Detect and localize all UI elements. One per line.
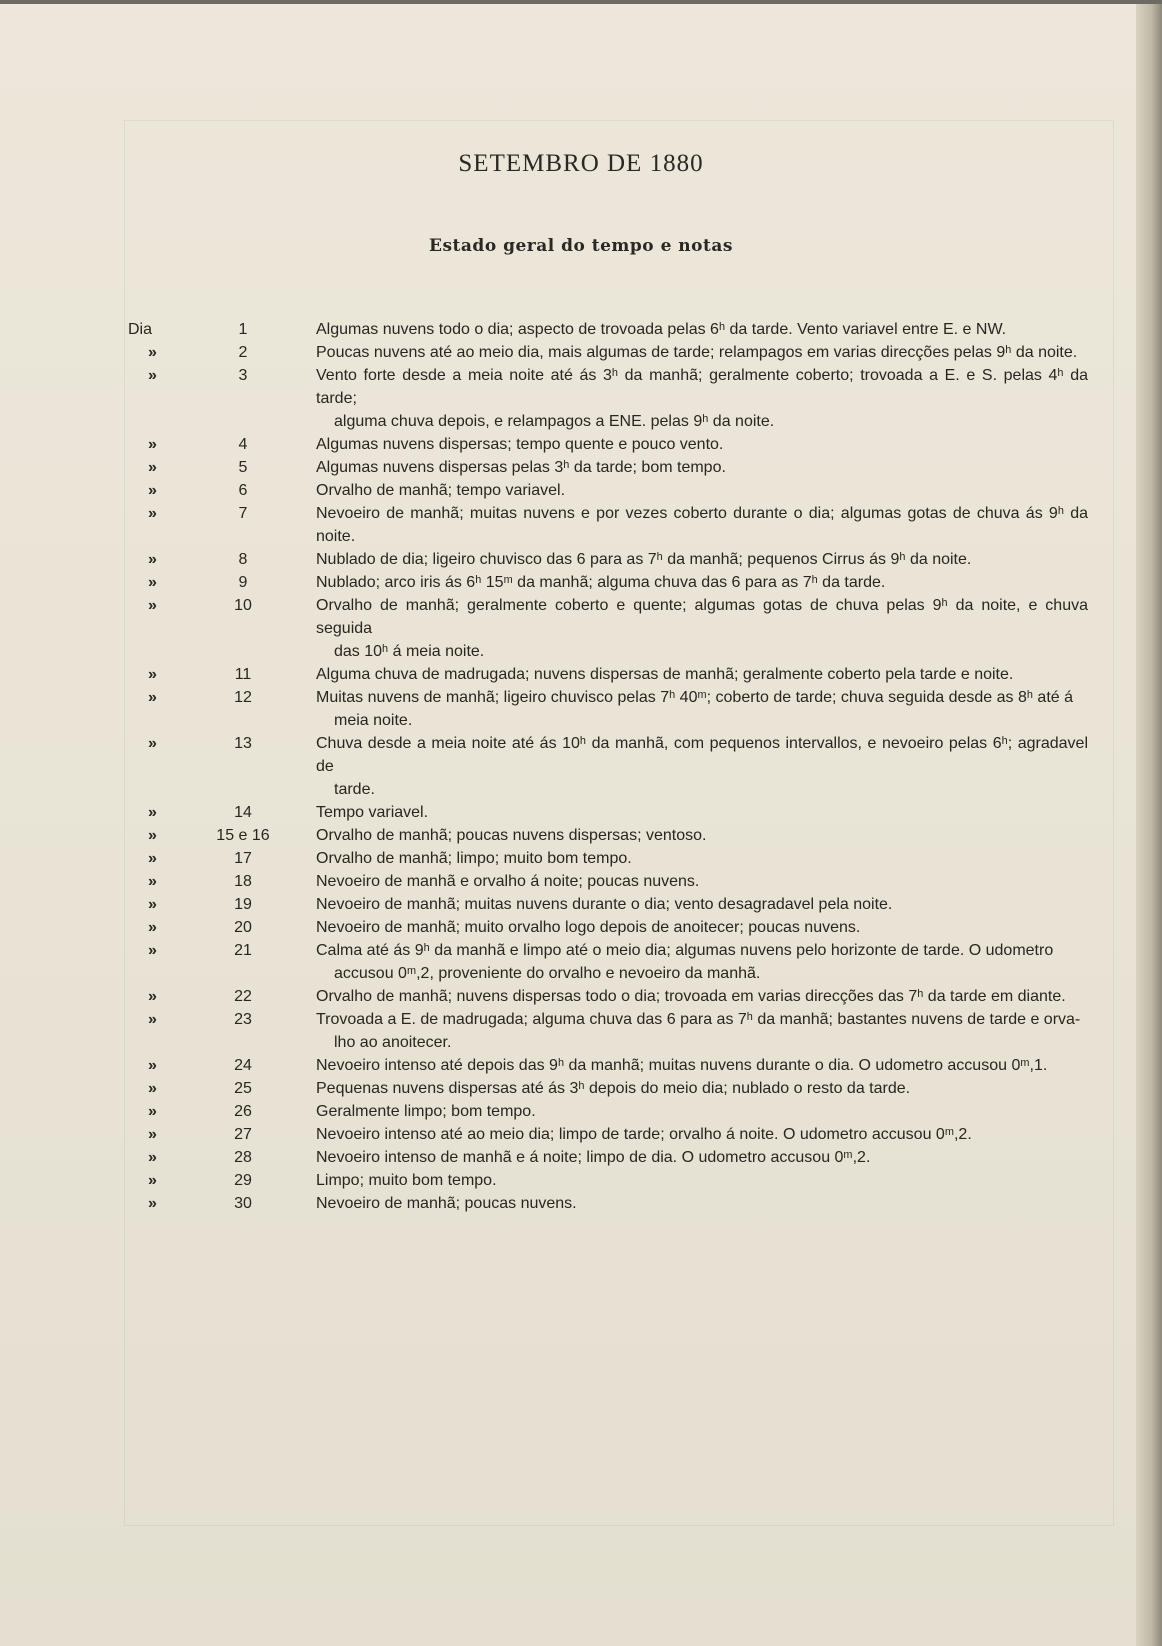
ditto-mark: » <box>148 1080 157 1097</box>
day-note-text <box>298 1123 1088 1146</box>
day-entry <box>128 1192 1088 1215</box>
day-number: 20 <box>234 919 252 936</box>
note-line: Alguma chuva de madrugada; nuvens dispersas de manhã; geralmente coberto pela tarde e noite. <box>316 666 1014 683</box>
day-number: 10 <box>234 597 252 614</box>
note-continuation-line: tarde. <box>334 781 375 798</box>
ditto-mark: » <box>148 482 157 499</box>
day-note-text <box>298 548 1088 571</box>
day-note-text <box>298 318 1088 341</box>
ditto-mark: » <box>148 1126 157 1143</box>
note-continuation-line: meia noite. <box>334 712 413 729</box>
day-entry <box>128 1146 1088 1169</box>
day-number: 25 <box>234 1080 252 1097</box>
ditto-mark: » <box>148 827 157 844</box>
day-number: 7 <box>238 505 248 522</box>
day-entry <box>128 1100 1088 1123</box>
ditto-mark: » <box>148 436 157 453</box>
day-note-text <box>298 870 1088 893</box>
day-number: 9 <box>238 574 248 591</box>
day-note-text <box>298 364 1088 433</box>
ditto-mark: » <box>148 873 157 890</box>
day-entry <box>128 732 1088 801</box>
day-entry <box>128 318 1088 341</box>
day-prefix-label: Dia <box>128 321 153 338</box>
ditto-mark: » <box>148 1172 157 1189</box>
note-line: Poucas nuvens até ao meio dia, mais algumas de tarde; relampagos em varias direcções pelas 9ʰ da noite. <box>316 344 1078 361</box>
day-note-text <box>298 1054 1088 1077</box>
day-entry <box>128 1008 1088 1054</box>
day-note-text <box>298 479 1088 502</box>
day-number: 19 <box>234 896 252 913</box>
ditto-mark: » <box>148 551 157 568</box>
day-number: 8 <box>238 551 248 568</box>
day-entry <box>128 1123 1088 1146</box>
day-note-text <box>298 433 1088 456</box>
note-line: Calma até ás 9ʰ da manhã e limpo até o meio dia; algumas nuvens pelo horizonte de tarde. O udometro <box>316 942 1054 959</box>
ditto-mark: » <box>148 1011 157 1028</box>
day-entry <box>128 939 1088 985</box>
ditto-mark: » <box>148 804 157 821</box>
note-line: Algumas nuvens todo o dia; aspecto de trovoada pelas 6ʰ da tarde. Vento variavel entre E. e NW. <box>316 321 1007 338</box>
day-entry <box>128 502 1088 548</box>
note-continuation-line: alguma chuva depois, e relampagos a ENE. pelas 9ʰ da noite. <box>334 413 775 430</box>
ditto-mark: » <box>148 666 157 683</box>
day-note-text <box>298 686 1088 732</box>
day-entry <box>128 801 1088 824</box>
day-number: 12 <box>234 689 252 706</box>
day-note-text <box>298 824 1088 847</box>
day-entry <box>128 571 1088 594</box>
day-entry <box>128 479 1088 502</box>
note-line: Nevoeiro de manhã; muitas nuvens durante o dia; vento desagradavel pela noite. <box>316 896 893 913</box>
day-note-text <box>298 1169 1088 1192</box>
ditto-mark: » <box>148 505 157 522</box>
day-number: 15 e 16 <box>216 827 270 844</box>
day-note-text <box>298 801 1088 824</box>
note-line: Chuva desde a meia noite até ás 10ʰ da manhã, com pequenos intervallos, e nevoeiro pelas 6ʰ; agradavel de <box>316 735 1088 775</box>
day-note-text <box>298 502 1088 548</box>
note-line: Nevoeiro intenso até ao meio dia; limpo de tarde; orvalho á noite. O udometro accusou 0ᵐ,2. <box>316 1126 972 1143</box>
day-entry <box>128 594 1088 663</box>
note-line: Geralmente limpo; bom tempo. <box>316 1103 536 1120</box>
day-number: 27 <box>234 1126 252 1143</box>
day-entry <box>128 364 1088 433</box>
note-line: Orvalho de manhã; geralmente coberto e quente; algumas gotas de chuva pelas 9ʰ da noite, e chuva seguida <box>316 597 1088 637</box>
day-number: 30 <box>234 1195 252 1212</box>
note-line: Nevoeiro de manhã e orvalho á noite; poucas nuvens. <box>316 873 700 890</box>
note-line: Nevoeiro de manhã; poucas nuvens. <box>316 1195 577 1212</box>
day-entry <box>128 1169 1088 1192</box>
day-number: 2 <box>238 344 248 361</box>
day-note-text <box>298 1008 1088 1054</box>
day-entry <box>128 433 1088 456</box>
note-line: Nevoeiro intenso de manhã e á noite; limpo de dia. O udometro accusou 0ᵐ,2. <box>316 1149 871 1166</box>
ditto-mark: » <box>148 459 157 476</box>
day-number: 29 <box>234 1172 252 1189</box>
day-note-text <box>298 916 1088 939</box>
ditto-mark: » <box>148 1149 157 1166</box>
ditto-mark: » <box>148 574 157 591</box>
note-line: Nevoeiro de manhã; muitas nuvens e por vezes coberto durante o dia; algumas gotas de chuva ás 9ʰ da noite. <box>316 505 1088 545</box>
day-entry <box>128 893 1088 916</box>
ditto-mark: » <box>148 988 157 1005</box>
day-number: 1 <box>238 321 248 338</box>
note-line: Nublado; arco iris ás 6ʰ 15ᵐ da manhã; alguma chuva das 6 para as 7ʰ da tarde. <box>316 574 886 591</box>
day-number: 28 <box>234 1149 252 1166</box>
day-number: 5 <box>238 459 248 476</box>
note-line: Orvalho de manhã; poucas nuvens dispersas; ventoso. <box>316 827 707 844</box>
day-number: 14 <box>234 804 252 821</box>
day-number: 26 <box>234 1103 252 1120</box>
note-line: Muitas nuvens de manhã; ligeiro chuvisco pelas 7ʰ 40ᵐ; coberto de tarde; chuva seguida desde as 8ʰ até á <box>316 689 1074 706</box>
ditto-mark: » <box>148 367 157 384</box>
day-entry <box>128 985 1088 1008</box>
ditto-mark: » <box>148 850 157 867</box>
ditto-mark: » <box>148 597 157 614</box>
weather-notes-list <box>128 318 1088 1215</box>
day-note-text <box>298 1100 1088 1123</box>
ditto-mark: » <box>148 896 157 913</box>
ditto-mark: » <box>148 735 157 752</box>
note-line: Orvalho de manhã; tempo variavel. <box>316 482 566 499</box>
day-note-text <box>298 985 1088 1008</box>
note-line: Nublado de dia; ligeiro chuvisco das 6 para as 7ʰ da manhã; pequenos Cirrus ás 9ʰ da noite. <box>316 551 972 568</box>
day-entry <box>128 1054 1088 1077</box>
day-note-text <box>298 663 1088 686</box>
day-entry <box>128 663 1088 686</box>
day-entry <box>128 1077 1088 1100</box>
day-number: 23 <box>234 1011 252 1028</box>
day-note-text <box>298 939 1088 985</box>
day-note-text <box>298 732 1088 801</box>
note-continuation-line: lho ao anoitecer. <box>334 1034 452 1051</box>
day-number: 24 <box>234 1057 252 1074</box>
day-number: 13 <box>234 735 252 752</box>
day-entry <box>128 824 1088 847</box>
day-note-text <box>298 893 1088 916</box>
note-line: Orvalho de manhã; nuvens dispersas todo o dia; trovoada em varias direcções das 7ʰ da tarde em diante. <box>316 988 1066 1005</box>
note-line: Algumas nuvens dispersas; tempo quente e pouco vento. <box>316 436 724 453</box>
day-number: 18 <box>234 873 252 890</box>
day-entry <box>128 341 1088 364</box>
day-entry <box>128 548 1088 571</box>
day-number: 6 <box>238 482 248 499</box>
day-number: 17 <box>234 850 252 867</box>
note-line: Vento forte desde a meia noite até ás 3ʰ da manhã; geralmente coberto; trovoada a E. e S. pelas 4ʰ da tarde; <box>316 367 1088 407</box>
day-number: 4 <box>238 436 248 453</box>
ditto-mark: » <box>148 919 157 936</box>
day-note-text <box>298 1192 1088 1215</box>
ditto-mark: » <box>148 942 157 959</box>
note-line: Orvalho de manhã; limpo; muito bom tempo. <box>316 850 632 867</box>
day-number: 3 <box>238 367 248 384</box>
day-note-text <box>298 847 1088 870</box>
day-entry <box>128 456 1088 479</box>
note-line: Tempo variavel. <box>316 804 429 821</box>
ditto-mark: » <box>148 689 157 706</box>
note-line: Nevoeiro intenso até depois das 9ʰ da manhã; muitas nuvens durante o dia. O udometro accusou 0ᵐ,1. <box>316 1057 1048 1074</box>
day-entry <box>128 870 1088 893</box>
ditto-mark: » <box>148 1103 157 1120</box>
note-line: Nevoeiro de manhã; muito orvalho logo depois de anoitecer; poucas nuvens. <box>316 919 861 936</box>
day-note-text <box>298 341 1088 364</box>
note-line: Algumas nuvens dispersas pelas 3ʰ da tarde; bom tempo. <box>316 459 726 476</box>
day-number: 21 <box>234 942 252 959</box>
day-note-text <box>298 571 1088 594</box>
day-note-text <box>298 456 1088 479</box>
day-number: 11 <box>234 666 252 683</box>
ditto-mark: » <box>148 1057 157 1074</box>
ditto-mark: » <box>148 344 157 361</box>
day-note-text <box>298 594 1088 663</box>
note-line: Limpo; muito bom tempo. <box>316 1172 497 1189</box>
day-entry <box>128 686 1088 732</box>
note-line: Trovoada a E. de madrugada; alguma chuva das 6 para as 7ʰ da manhã; bastantes nuvens de tarde e orva- <box>316 1011 1081 1028</box>
note-continuation-line: das 10ʰ á meia noite. <box>334 643 485 660</box>
page-title: SETEMBRO DE 1880 <box>458 150 704 177</box>
day-note-text <box>298 1077 1088 1100</box>
day-note-text <box>298 1146 1088 1169</box>
ditto-mark: » <box>148 1195 157 1212</box>
note-continuation-line: accusou 0ᵐ,2, proveniente do orvalho e nevoeiro da manhã. <box>334 965 761 982</box>
day-number: 22 <box>234 988 252 1005</box>
day-entry <box>128 916 1088 939</box>
note-line: Pequenas nuvens dispersas até ás 3ʰ depois do meio dia; nublado o resto da tarde. <box>316 1080 911 1097</box>
day-entry <box>128 847 1088 870</box>
section-subtitle: Estado geral do tempo e notas <box>429 236 733 256</box>
